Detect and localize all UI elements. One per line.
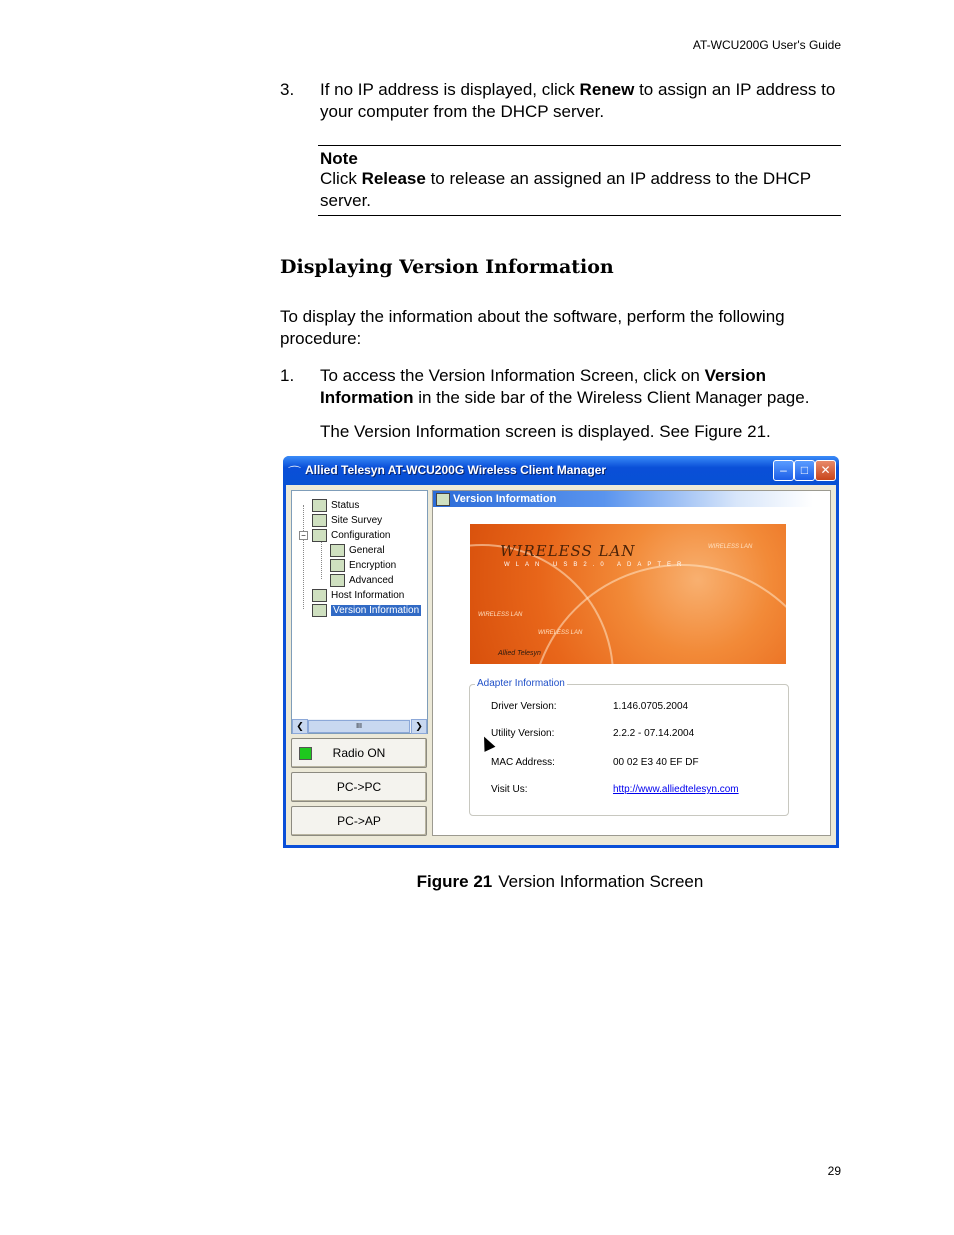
banner-subtitle: WLAN USB2.0 ADAPTER [504,562,688,568]
step-number: 3. [280,80,295,99]
step-bold-term: Renew [579,80,635,99]
driver-version-value: 1.146.0705.2004 [613,701,689,712]
step-bold-term: Version Information [320,366,766,407]
wireless-icon: ⌒ [288,465,302,480]
content-panel [432,490,831,836]
scroll-right-icon[interactable]: ❯ [411,719,427,734]
utility-version-label: Utility Version: [491,728,555,739]
note-text-part: to release an assigned an IP address to the DHCP server. [320,169,811,210]
pc-pc-button[interactable]: PC->PC [291,772,427,802]
page-icon [312,589,327,602]
step-number: 1. [280,366,295,385]
tree-item-version-information[interactable] [312,604,421,617]
utility-version-value: 2.2.2 - 07.14.2004 [613,728,695,739]
figure-title: Version Information Screen [498,872,704,891]
note-title: Note [320,149,358,168]
page-icon [312,604,327,617]
close-button[interactable]: ✕ [815,460,836,481]
tree-connector [303,505,304,609]
maximize-button[interactable]: □ [794,460,815,481]
product-banner [470,524,786,664]
adapter-info-group [469,678,789,816]
step-text-part: in the side bar of the Wireless Client Manager page. [413,388,810,407]
banner-watermark: WIRELESS LAN [708,544,753,550]
window-title: Allied Telesyn AT-WCU200G Wireless Client Manager [305,463,607,477]
collapse-icon[interactable]: − [299,531,308,540]
tree-connector [321,541,322,579]
page-icon [312,514,327,527]
minimize-button[interactable]: – [773,460,794,481]
page-number: 29 [827,1164,841,1178]
note-text-part: Click [320,169,362,188]
tree-item-configuration[interactable] [312,529,390,542]
mac-address-label: MAC Address: [491,757,555,768]
banner-title: WIRELESS LAN [500,542,636,560]
tree-item-label: General [349,545,385,557]
tree-item-encryption[interactable] [330,559,396,572]
step-text [320,365,842,409]
tree-item-host-information[interactable] [312,589,404,602]
website-link[interactable]: http://www.alliedtelesyn.com [613,784,739,795]
banner-watermark: WIRELESS LAN [478,612,523,618]
scroll-left-icon[interactable]: ❮ [292,719,308,734]
horizontal-scrollbar[interactable] [292,719,427,733]
tree-item-advanced[interactable] [330,574,393,587]
page-icon [312,499,327,512]
tree-item-site-survey[interactable] [312,514,382,527]
tree-item-general[interactable] [330,544,385,557]
page-icon [330,574,345,587]
radio-on-button[interactable] [291,738,427,768]
folder-icon [312,529,327,542]
tree-item-label: Site Survey [331,515,383,527]
brand-logo: Allied Telesyn [498,650,541,657]
step-text-part: To access the Version Information Screen, click on [320,366,705,385]
tree-item-label: Configuration [331,530,391,542]
app-window [283,456,839,848]
page-icon [330,559,345,572]
nav-tree [291,490,428,734]
note-bold-term: Release [361,169,426,188]
page-header: AT-WCU200G User's Guide [692,38,841,52]
step-1-result: The Version Information screen is displayed. See Figure 21. [320,422,771,441]
visit-us-label: Visit Us: [491,784,528,795]
note-box [318,145,841,216]
panel-title: Version Information [453,493,557,505]
step-text [320,79,842,123]
window-client [286,485,836,845]
tree-item-label: Advanced [349,575,394,587]
page-icon [330,544,345,557]
radio-button-label: Radio ON [332,746,386,760]
pc-ap-button[interactable]: PC->AP [291,806,427,836]
adapter-info-legend: Adapter Information [477,678,565,689]
title-bar [283,456,839,485]
tree-item-status[interactable] [312,499,359,512]
note-body [320,168,835,212]
radio-status-led [299,747,312,760]
driver-version-label: Driver Version: [491,701,557,712]
intro-paragraph: To display the information about the software, perform the following procedure: [280,307,785,348]
tree-item-label: Encryption [349,560,397,572]
section-heading: Displaying Version Information [280,256,614,278]
tree-item-label: Status [331,500,360,512]
figure-label: Figure 21 [416,872,493,891]
tree-item-label: Host Information [331,590,405,602]
tree-item-label: Version Information [333,605,420,617]
scroll-thumb[interactable]: III [308,720,410,733]
step-text-part: to assign an IP address to your computer from the DHCP server. [320,80,836,121]
panel-header [433,491,813,507]
step-text-part: If no IP address is displayed, click [320,80,580,99]
banner-watermark: WIRELESS LAN [538,630,583,636]
figure-caption [280,872,840,892]
page-icon [436,493,450,506]
mac-address-value: 00 02 E3 40 EF DF [613,757,699,768]
